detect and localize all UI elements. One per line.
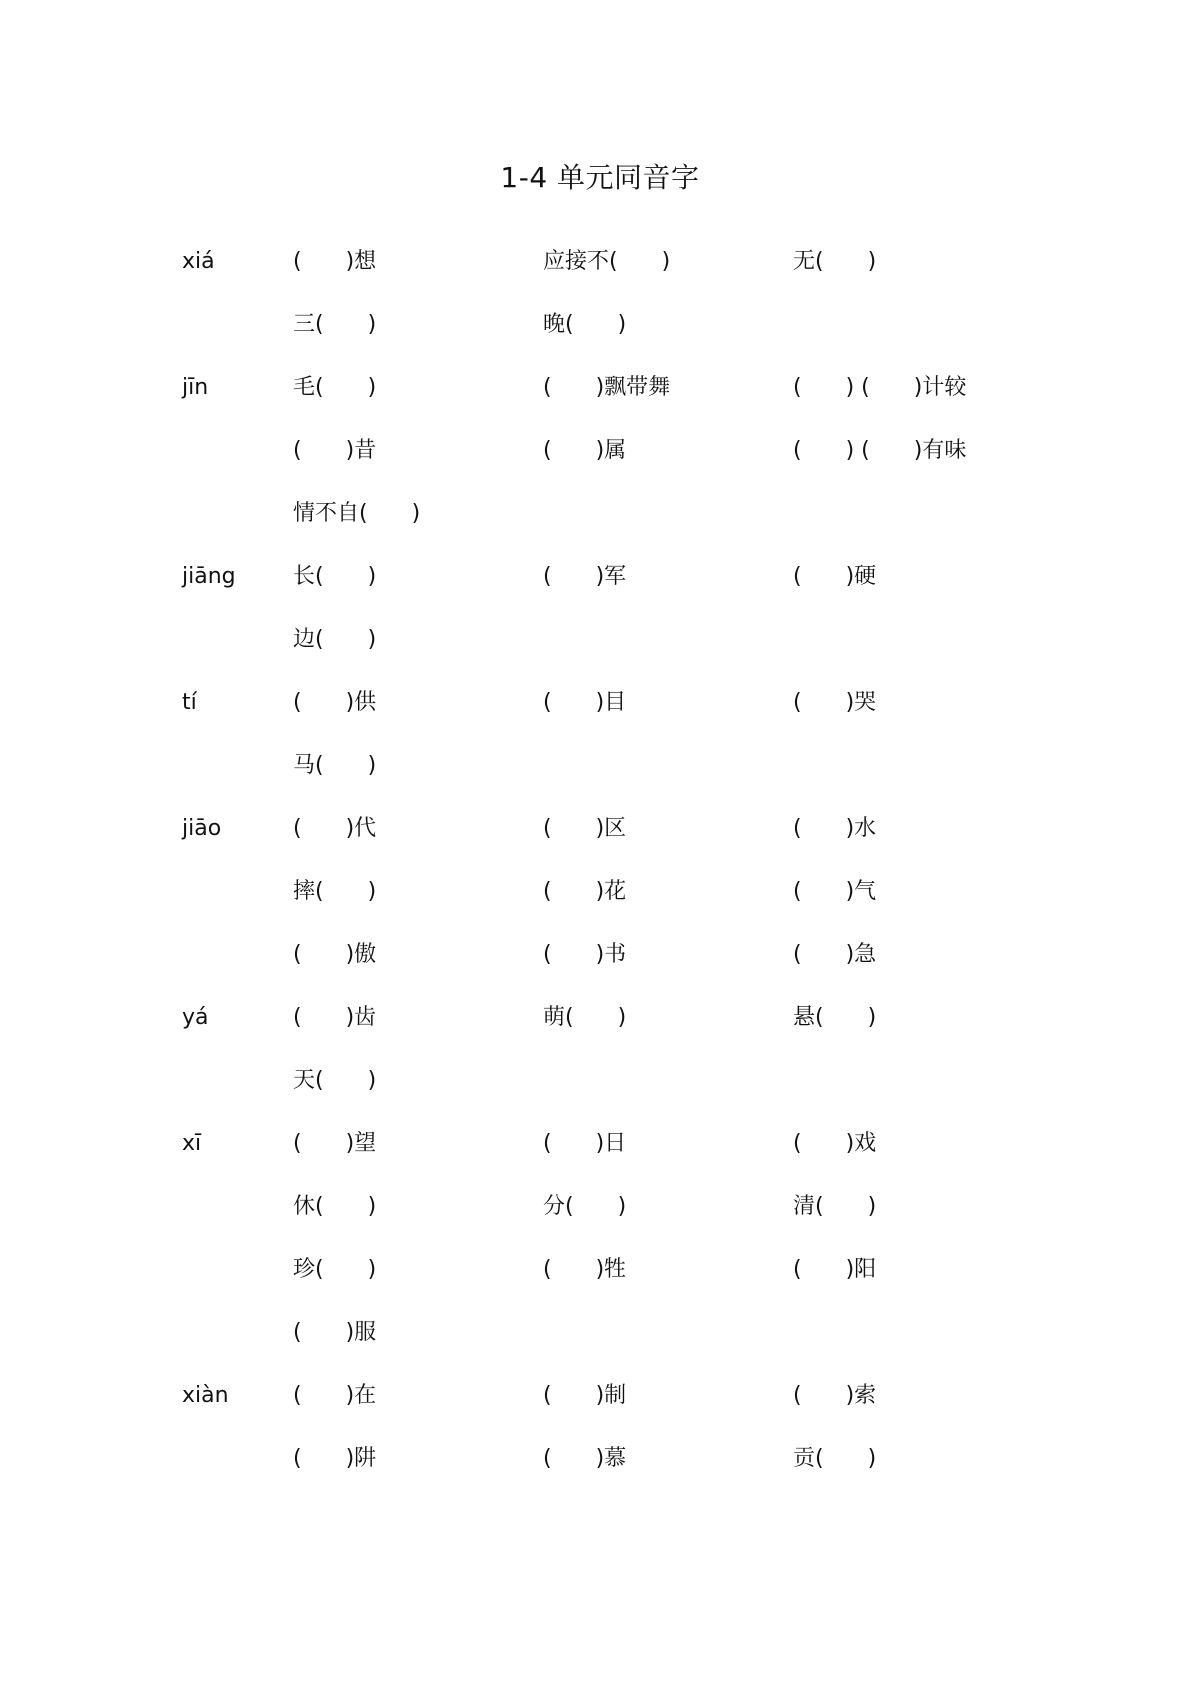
- word-blank: 毛( ): [293, 375, 377, 400]
- word-blank: ( )慕: [543, 1446, 627, 1471]
- word-blank: 应接不( ): [543, 249, 671, 274]
- word-blank: 贡( ): [793, 1446, 877, 1471]
- word-blank: ( )想: [293, 249, 377, 274]
- exercise-row: [0, 874, 1200, 910]
- word-blank: 三( ): [293, 312, 377, 337]
- word-blank: ( )书: [543, 942, 627, 967]
- exercise-row: [0, 1189, 1200, 1225]
- word-blank: ( ) ( )计较: [793, 375, 967, 400]
- word-blank: ( ) ( )有味: [793, 438, 967, 463]
- exercise-row: [0, 937, 1200, 973]
- exercise-row: [0, 1252, 1200, 1288]
- exercise-row: [0, 559, 1200, 595]
- pinyin-label: xiàn: [182, 1383, 229, 1408]
- exercise-row: [0, 307, 1200, 343]
- word-blank: 边( ): [293, 627, 377, 652]
- word-blank: ( )水: [793, 816, 877, 841]
- word-blank: ( )急: [793, 942, 877, 967]
- word-blank: ( )在: [293, 1383, 377, 1408]
- pinyin-label: xī: [182, 1131, 202, 1156]
- exercise-row: [0, 370, 1200, 406]
- word-blank: 情不自( ): [293, 501, 421, 526]
- pinyin-label: tí: [182, 690, 197, 715]
- pinyin-label: yá: [182, 1005, 209, 1030]
- word-blank: ( )气: [793, 879, 877, 904]
- exercise-row: [0, 433, 1200, 469]
- word-blank: ( )区: [543, 816, 627, 841]
- word-blank: ( )牲: [543, 1257, 627, 1282]
- exercise-row: [0, 622, 1200, 658]
- word-blank: ( )花: [543, 879, 627, 904]
- word-blank: 无( ): [793, 249, 877, 274]
- word-blank: ( )哭: [793, 690, 877, 715]
- word-blank: ( )索: [793, 1383, 877, 1408]
- exercise-row: [0, 748, 1200, 784]
- exercise-row: [0, 1315, 1200, 1351]
- pinyin-label: jīn: [182, 375, 209, 400]
- exercise-row: [0, 685, 1200, 721]
- exercise-row: [0, 811, 1200, 847]
- word-blank: ( )目: [543, 690, 627, 715]
- word-blank: ( )军: [543, 564, 627, 589]
- word-blank: 马( ): [293, 753, 377, 778]
- pinyin-label: jiāng: [182, 564, 236, 589]
- word-blank: 萌( ): [543, 1005, 627, 1030]
- word-blank: ( )飘带舞: [543, 375, 671, 400]
- word-blank: 分( ): [543, 1194, 627, 1219]
- word-blank: ( )戏: [793, 1131, 877, 1156]
- pinyin-label: xiá: [182, 249, 215, 274]
- exercise-row: [0, 1063, 1200, 1099]
- exercise-row: [0, 1441, 1200, 1477]
- word-blank: ( )阳: [793, 1257, 877, 1282]
- word-blank: ( )阱: [293, 1446, 377, 1471]
- word-blank: ( )属: [543, 438, 627, 463]
- word-blank: ( )望: [293, 1131, 377, 1156]
- word-blank: 清( ): [793, 1194, 877, 1219]
- word-blank: ( )昔: [293, 438, 377, 463]
- word-blank: ( )傲: [293, 942, 377, 967]
- word-blank: 休( ): [293, 1194, 377, 1219]
- exercise-row: [0, 1126, 1200, 1162]
- word-blank: ( )代: [293, 816, 377, 841]
- word-blank: 摔( ): [293, 879, 377, 904]
- exercise-row: [0, 496, 1200, 532]
- exercise-row: [0, 1378, 1200, 1414]
- word-blank: 悬( ): [793, 1005, 877, 1030]
- exercise-row: [0, 244, 1200, 280]
- word-blank: 长( ): [293, 564, 377, 589]
- word-blank: ( )日: [543, 1131, 627, 1156]
- exercise-row: [0, 1000, 1200, 1036]
- word-blank: ( )服: [293, 1320, 377, 1345]
- word-blank: ( )供: [293, 690, 377, 715]
- word-blank: ( )齿: [293, 1005, 377, 1030]
- word-blank: ( )制: [543, 1383, 627, 1408]
- page-title: 1-4 单元同音字: [500, 161, 700, 194]
- word-blank: 天( ): [293, 1068, 377, 1093]
- pinyin-label: jiāo: [182, 816, 222, 841]
- word-blank: 晚( ): [543, 312, 627, 337]
- word-blank: 珍( ): [293, 1257, 377, 1282]
- word-blank: ( )硬: [793, 564, 877, 589]
